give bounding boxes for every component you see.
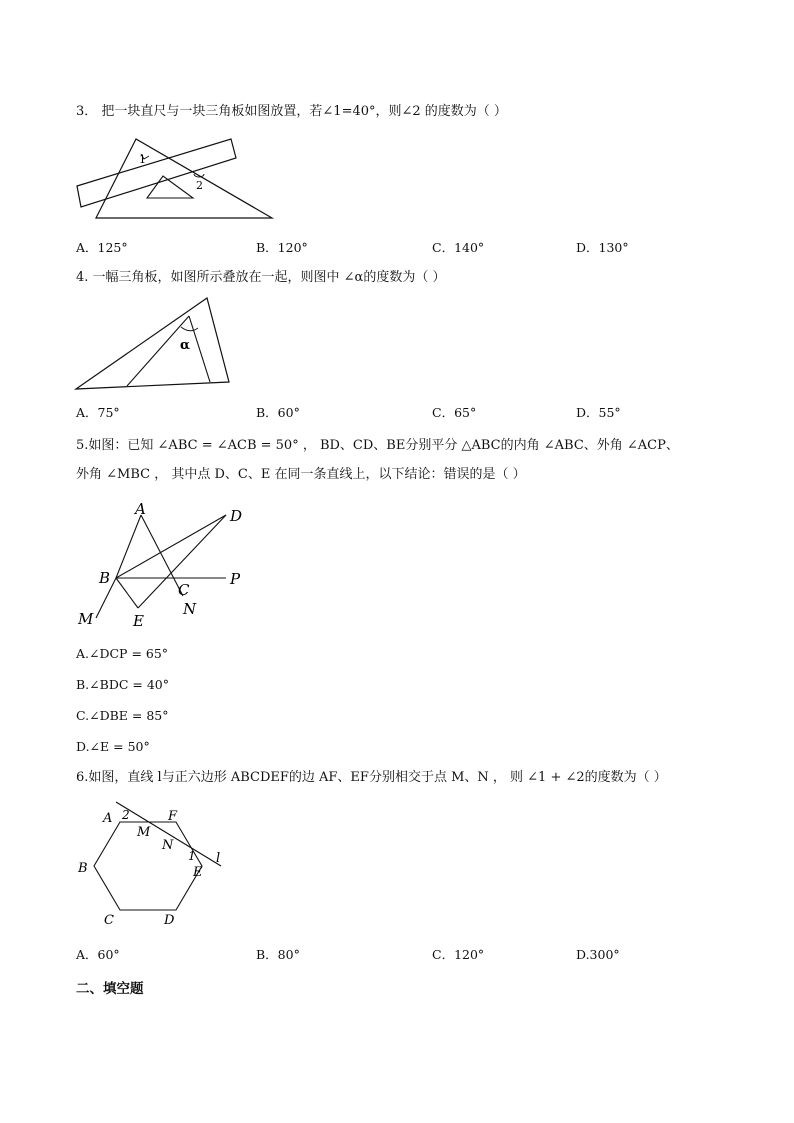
- q4-option-b: B．60°: [256, 405, 300, 420]
- q3-figure: [74, 134, 244, 224]
- q6-label-d: D: [164, 913, 175, 928]
- q6-label-c: C: [104, 913, 114, 928]
- q6-label-b: B: [78, 861, 88, 876]
- q6-label-2: 2: [122, 808, 130, 822]
- q4-option-d: D．55°: [576, 405, 621, 420]
- q5-line1: 5.如图：已知 ∠ABC = ∠ACB = 50° ， BD、CD、BE分别平分 △ABC的内角 ∠ABC、外角 ∠ACP、: [76, 438, 679, 453]
- q4-option-c: C．65°: [432, 405, 477, 420]
- q4-label-alpha: α: [180, 338, 191, 353]
- q5-line2: 外角 ∠MBC ， 其中点 D、C、E 在同一条直线上，以下结论：错误的是（ ）: [76, 467, 526, 482]
- q3-label-2: 2: [196, 179, 203, 192]
- q5-label-a: A: [135, 500, 146, 518]
- q6-figure: [76, 800, 236, 930]
- q5-figure: [76, 500, 256, 630]
- q5-label-n: N: [183, 600, 197, 618]
- q5-option-a: A.∠DCP = 65°: [76, 646, 169, 661]
- q6-label-e: E: [193, 865, 203, 880]
- q3-option-a: A．125°: [76, 240, 128, 255]
- q5-label-c: C: [178, 581, 190, 599]
- q5-option-b: B.∠BDC = 40°: [76, 677, 169, 692]
- q6-stem: 6.如图，直线 l与正六边形 ABCDEF的边 AF、EF分别相交于点 M、N ， 则 ∠1 + ∠2的度数为（ ）: [76, 770, 667, 785]
- q6-option-c: C．120°: [432, 947, 485, 962]
- q6-label-l: l: [216, 851, 221, 866]
- q5-label-m: M: [78, 610, 94, 628]
- q5-label-p: P: [230, 570, 241, 588]
- q6-label-n: N: [162, 838, 174, 853]
- q3-option-c: C．140°: [432, 240, 485, 255]
- q5-label-b: B: [99, 569, 111, 587]
- q4-stem: 4. 一幅三角板，如图所示叠放在一起，则图中 ∠α的度数为（ ）: [76, 270, 446, 285]
- q3-stem: 3． 把一块直尺与一块三角板如图放置，若∠1=40°，则∠2 的度数为（ ）: [76, 104, 507, 119]
- q6-label-1: 1: [188, 849, 196, 863]
- q3-option-d: D．130°: [576, 240, 629, 255]
- q5-option-d: D.∠E = 50°: [76, 739, 150, 754]
- q6-label-f: F: [168, 809, 178, 824]
- section-title: 二、填空题: [76, 981, 144, 997]
- q6-option-a: A．60°: [76, 947, 120, 962]
- q6-label-m: M: [137, 825, 151, 840]
- q6-option-d: D.300°: [576, 947, 620, 962]
- q6-label-a: A: [103, 811, 113, 826]
- q5-label-e: E: [133, 612, 144, 630]
- q3-label-1: 1: [139, 153, 146, 166]
- q4-figure: [74, 296, 234, 396]
- q4-option-a: A．75°: [76, 405, 120, 420]
- q6-option-b: B．80°: [256, 947, 300, 962]
- q3-option-b: B．120°: [256, 240, 308, 255]
- q5-option-c: C.∠DBE = 85°: [76, 708, 169, 723]
- q5-label-d: D: [230, 507, 243, 525]
